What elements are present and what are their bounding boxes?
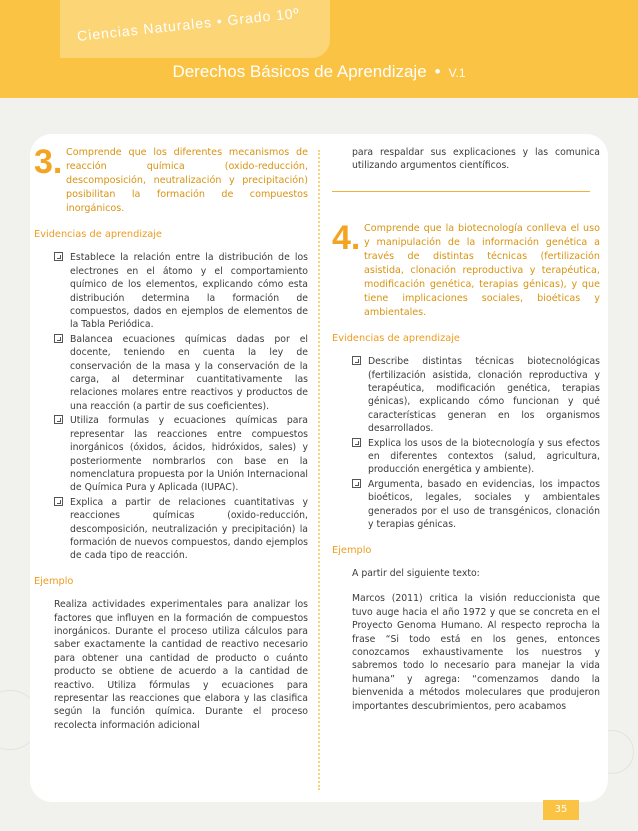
title-text: Derechos Básicos de Aprendizaje — [172, 62, 427, 81]
evidence-text: Describe distintas técnicas biotecnológicas (fertilización asistida, clonación reproductiva y terapéutica, modificación genética, terapias génicas), explicando cómo funcionan y qué características generan en los organismos desarrollados. — [368, 356, 600, 435]
checkbox-icon — [54, 497, 63, 506]
checkbox-icon — [54, 252, 63, 261]
page-number: 35 — [543, 800, 579, 820]
checkbox-icon — [352, 438, 361, 447]
ejemplo-heading: Ejemplo — [34, 575, 74, 587]
dba-4 — [332, 218, 600, 320]
evidencias-heading: Evidencias de aprendizaje — [332, 332, 460, 344]
dba-statement: Comprende que los diferentes mecanismos de reacción química (oxido-reducción, descomposición, neutralización y precipitación) posibilitan la formación de compuestos inorgánicos. — [66, 147, 308, 214]
evidence-text: Explica a partir de relaciones cuantitativas y reacciones químicas (oxido-reducción, descomposición, neutralización y precipitación) la formación de nuevos compuestos, dando ejemplos de cada tipo de reacción. — [70, 496, 308, 562]
version-label: V.1 — [448, 66, 466, 80]
evidence-text: Establece la relación entre la distribución de los electrones en el átomo y el comportamiento químico de los elementos, explicando cómo esta distribución determina la formación de compuestos, dados en ejemplos de elementos de la Tabla Periódica. — [70, 252, 308, 331]
evidence-text: Balancea ecuaciones químicas dadas por el docente, teniendo en cuenta la ley de conservación de la masa y la conservación de la carga, al determinar cuantitativamente las relaciones molares entre reactivos y productos de una reacción (a partir de sus coeficientes). — [70, 333, 308, 412]
evidencias-list — [352, 355, 600, 531]
list-item — [352, 478, 600, 532]
column-divider — [318, 150, 322, 790]
list-item — [54, 496, 308, 563]
checkbox-icon — [352, 479, 361, 488]
checkbox-icon — [352, 356, 361, 365]
subject-grade-label: Ciencias Naturales • Grado 10º — [76, 4, 301, 44]
list-item — [54, 333, 308, 413]
left-column — [34, 143, 308, 732]
evidence-text: Utiliza formulas y ecuaciones químicas para representar las reacciones entre compuestos inorgánicos (óxidos, ácidos, hidróxidos, sales) y posteriormente nombrarlos con base en la nomenclatura propuesta por la Unión Internacional de Química Pura y Aplicada (IUPAC). — [70, 415, 308, 494]
dba-number: 4. — [332, 218, 361, 257]
dba-number: 3. — [34, 143, 63, 181]
dba-3 — [34, 143, 308, 216]
page-header — [0, 0, 638, 98]
right-column — [332, 146, 600, 713]
list-item — [352, 355, 600, 435]
list-item — [352, 437, 600, 477]
evidencias-list — [54, 251, 308, 562]
ejemplo-heading: Ejemplo — [332, 544, 372, 556]
evidence-text: Argumenta, basado en evidencias, los impactos bioéticos, legales, sociales y ambientales generados por el uso de transgénicos, clonación y terapias génicas. — [368, 478, 600, 531]
horizontal-rule — [332, 191, 590, 192]
ejemplo-paragraph: Marcos (2011) critica la visión reduccionista que tuvo auge hacia el año 1972 y que se concreta en el Proyecto Genoma Humano. Al respecto reprocha la frase “Si todo está en los genes, entonces conozcamos exhaustivamente los nuestros y sabremos todo lo necesario para manejar la vida humana” y agrega: “comenzamos dando la bienvenida a métodos moleculares que produjeron importantes descubrimientos, pero acabamos — [352, 593, 600, 712]
list-item — [54, 414, 308, 494]
page-title — [0, 62, 638, 82]
dba-statement: Comprende que la biotecnología conlleva el uso y manipulación de la información genética a través de distintas técnicas (fertilización asistida, clonación reproductiva y terapéutica, modificación genética, terapias génicas), y que tiene implicaciones sociales, bioéticas y ambientales. — [364, 222, 600, 318]
continuation-paragraph: para respaldar sus explicaciones y las comunica utilizando argumentos científicos. — [352, 147, 600, 172]
list-item — [54, 251, 308, 331]
checkbox-icon — [54, 415, 63, 424]
ejemplo-intro: A partir del siguiente texto: — [352, 567, 480, 579]
evidence-text: Explica los usos de la biotecnología y sus efectos en diferentes contextos (salud, agricultura, producción energética y ambiente). — [368, 437, 600, 476]
evidencias-heading: Evidencias de aprendizaje — [34, 229, 162, 240]
checkbox-icon — [54, 334, 63, 343]
ejemplo-paragraph: Realiza actividades experimentales para analizar los factores que influyen en la formación de compuestos inorgánicos. Durante el proceso utiliza cálculos para saber exactamente la cantidad de reactivo necesario para obtener una cantidad de producto o cuánto producto se obtiene de acuerdo a la cantidad de reactivo. Utiliza fórmulas y ecuaciones para representar las reacciones que elabora y las clasifica según la función química. Durante el proceso recolecta información adicional — [54, 599, 308, 731]
title-separator: • — [434, 62, 441, 81]
